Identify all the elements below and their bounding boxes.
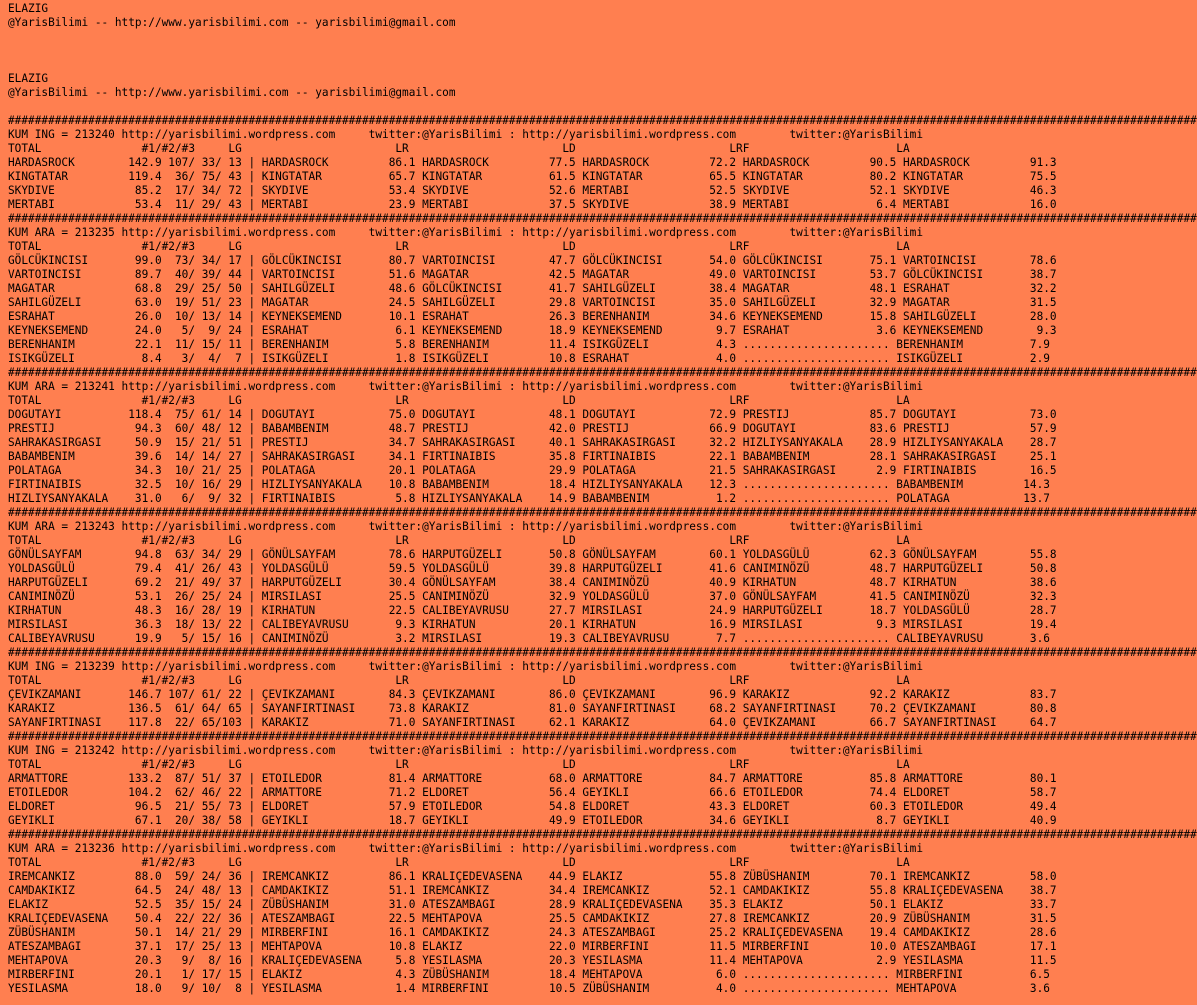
horse-row: KIRHATUN 48.3 16/ 28/ 19 | KIRHATUN 22.5 CALIBEYAVRUSU 27.7 MIRSILASI 24.9 HARPUTGÜZELI 18.7 YOLDASGÜLÜ 28.7 bbox=[8, 604, 1057, 617]
horse-row: MIRBERFINI 20.1 1/ 17/ 15 | ELAKIZ 4.3 ZÜBÜSHANIM 18.4 MEHTAPOVA 6.0 ...................... MIRBERFINI 6.5 bbox=[8, 968, 1050, 981]
horse-row: HIZLIYSANYAKALA 31.0 6/ 9/ 32 | FIRTINAIBIS 5.8 HIZLIYSANYAKALA 14.9 BABAMBENIM 1.2 ...................... POLATAGA 13.7 bbox=[8, 492, 1050, 505]
horse-row: KARAKIZ 136.5 61/ 64/ 65 | SAYANFIRTINASI 73.8 KARAKIZ 81.0 SAYANFIRTINASI 68.2 SAYANFIRTINASI 70.2 ÇEVIKZAMANI 80.8 bbox=[8, 702, 1057, 715]
horse-row: IREMCANKIZ 88.0 59/ 24/ 36 | IREMCANKIZ 86.1 KRALIÇEDEVASENA 44.9 ELAKIZ 55.8 ZÜBÜSHANIM 70.1 IREMCANKIZ 58.0 bbox=[8, 870, 1057, 883]
horse-row: ISIKGÜZELI 8.4 3/ 4/ 7 | ISIKGÜZELI 1.8 ISIKGÜZELI 10.8 ESRAHAT 4.0 ...................... ISIKGÜZELI 2.9 bbox=[8, 352, 1050, 365]
horse-row: KRALIÇEDEVASENA 50.4 22/ 22/ 36 | ATESZAMBAGI 22.5 MEHTAPOVA 25.5 CAMDAKIKIZ 27.8 IREMCANKIZ 20.9 ZÜBÜSHANIM 31.5 bbox=[8, 912, 1057, 925]
column-header: TOTAL #1/#2/#3 LG LR LD LRF LA bbox=[8, 394, 910, 407]
race-header: KUM ING = 213240 http://yarisbilimi.wordpress.com twitter:@YarisBilimi : http://yarisbilimi.wordpress.com twitter:@YarisBilimi bbox=[8, 128, 924, 141]
horse-row: BERENHANIM 22.1 11/ 15/ 11 | BERENHANIM 5.8 BERENHANIM 11.4 ISIKGÜZELI 4.3 ...................... BERENHANIM 7.9 bbox=[8, 338, 1050, 351]
horse-row: ETOILEDOR 104.2 62/ 46/ 22 | ARMATTORE 71.2 ELDORET 56.4 GEYIKLI 66.6 ETOILEDOR 74.4 ELDORET 58.7 bbox=[8, 786, 1057, 799]
horse-row: CAMDAKIKIZ 64.5 24/ 48/ 13 | CAMDAKIKIZ 51.1 IREMCANKIZ 34.4 IREMCANKIZ 52.1 CAMDAKIKIZ 55.8 KRALIÇEDEVASENA 38.7 bbox=[8, 884, 1057, 897]
text-line: @YarisBilimi -- http://www.yarisbilimi.com -- yarisbilimi@gmail.com bbox=[8, 86, 456, 99]
race-header: KUM ARA = 213236 http://yarisbilimi.wordpress.com twitter:@YarisBilimi : http://yarisbilimi.wordpress.com twitter:@YarisBilimi bbox=[8, 842, 924, 855]
column-header: TOTAL #1/#2/#3 LG LR LD LRF LA bbox=[8, 674, 910, 687]
section-separator: ################################################################################################################################################################################## bbox=[8, 828, 1197, 841]
race-header: KUM ING = 213242 http://yarisbilimi.wordpress.com twitter:@YarisBilimi : http://yarisbilimi.wordpress.com twitter:@YarisBilimi bbox=[8, 744, 924, 757]
horse-row: SKYDIVE 85.2 17/ 34/ 72 | SKYDIVE 53.4 SKYDIVE 52.6 MERTABI 52.5 SKYDIVE 52.1 SKYDIVE 46.3 bbox=[8, 184, 1057, 197]
horse-row: DOGUTAYI 118.4 75/ 61/ 14 | DOGUTAYI 75.0 DOGUTAYI 48.1 DOGUTAYI 72.9 PRESTIJ 85.7 DOGUTAYI 73.0 bbox=[8, 408, 1057, 421]
horse-row: ELDORET 96.5 21/ 55/ 73 | ELDORET 57.9 ETOILEDOR 54.8 ELDORET 43.3 ELDORET 60.3 ETOILEDOR 49.4 bbox=[8, 800, 1057, 813]
section-separator: ################################################################################################################################################################################## bbox=[8, 506, 1197, 519]
horse-row: GEYIKLI 67.1 20/ 38/ 58 | GEYIKLI 18.7 GEYIKLI 49.9 ETOILEDOR 34.6 GEYIKLI 8.7 GEYIKLI 40.9 bbox=[8, 814, 1057, 827]
horse-row: ELAKIZ 52.5 35/ 15/ 24 | ZÜBÜSHANIM 31.0 ATESZAMBAGI 28.9 KRALIÇEDEVASENA 35.3 ELAKIZ 50.1 ELAKIZ 33.7 bbox=[8, 898, 1057, 911]
section-separator: ################################################################################################################################################################################## bbox=[8, 212, 1197, 225]
horse-row: SAHRAKASIRGASI 50.9 15/ 21/ 51 | PRESTIJ 34.7 SAHRAKASIRGASI 40.1 SAHRAKASIRGASI 32.2 HIZLIYSANYAKALA 28.9 HIZLIYSANYAKALA 28.7 bbox=[8, 436, 1057, 449]
horse-row: SAYANFIRTINASI 117.8 22/ 65/103 | KARAKIZ 71.0 SAYANFIRTINASI 62.1 KARAKIZ 64.0 ÇEVIKZAMANI 66.7 SAYANFIRTINASI 64.7 bbox=[8, 716, 1057, 729]
horse-row: HARDASROCK 142.9 107/ 33/ 13 | HARDASROCK 86.1 HARDASROCK 77.5 HARDASROCK 72.2 HARDASROCK 90.5 HARDASROCK 91.3 bbox=[8, 156, 1057, 169]
section-separator: ################################################################################################################################################################################## bbox=[8, 646, 1197, 659]
column-header: TOTAL #1/#2/#3 LG LR LD LRF LA bbox=[8, 758, 910, 771]
horse-row: POLATAGA 34.3 10/ 21/ 25 | POLATAGA 20.1 POLATAGA 29.9 POLATAGA 21.5 SAHRAKASIRGASI 2.9 FIRTINAIBIS 16.5 bbox=[8, 464, 1057, 477]
race-header: KUM ING = 213239 http://yarisbilimi.wordpress.com twitter:@YarisBilimi : http://yarisbilimi.wordpress.com twitter:@YarisBilimi bbox=[8, 660, 924, 673]
horse-row: ARMATTORE 133.2 87/ 51/ 37 | ETOILEDOR 81.4 ARMATTORE 68.0 ARMATTORE 84.7 ARMATTORE 85.8 ARMATTORE 80.1 bbox=[8, 772, 1057, 785]
race-header: KUM ARA = 213243 http://yarisbilimi.wordpress.com twitter:@YarisBilimi : http://yarisbilimi.wordpress.com twitter:@YarisBilimi bbox=[8, 520, 924, 533]
text-line: ELAZIG bbox=[8, 72, 49, 85]
horse-row: ATESZAMBAGI 37.1 17/ 25/ 13 | MEHTAPOVA 10.8 ELAKIZ 22.0 MIRBERFINI 11.5 MIRBERFINI 10.0 ATESZAMBAGI 17.1 bbox=[8, 940, 1057, 953]
horse-row: HARPUTGÜZELI 69.2 21/ 49/ 37 | HARPUTGÜZELI 30.4 GÖNÜLSAYFAM 38.4 CANIMINÖZÜ 40.9 KIRHATUN 48.7 KIRHATUN 38.6 bbox=[8, 576, 1057, 589]
horse-row: MEHTAPOVA 20.3 9/ 8/ 16 | KRALIÇEDEVASENA 5.8 YESILASMA 20.3 YESILASMA 11.4 MEHTAPOVA 2.9 YESILASMA 11.5 bbox=[8, 954, 1057, 967]
horse-row: GÖLCÜKINCISI 99.0 73/ 34/ 17 | GÖLCÜKINCISI 80.7 VARTOINCISI 47.7 GÖLCÜKINCISI 54.0 GÖLCÜKINCISI 75.1 VARTOINCISI 78.6 bbox=[8, 254, 1057, 267]
text-line: ELAZIG bbox=[8, 2, 49, 15]
race-header: KUM ARA = 213235 http://yarisbilimi.wordpress.com twitter:@YarisBilimi : http://yarisbilimi.wordpress.com twitter:@YarisBilimi bbox=[8, 226, 924, 239]
horse-row: VARTOINCISI 89.7 40/ 39/ 44 | VARTOINCISI 51.6 MAGATAR 42.5 MAGATAR 49.0 VARTOINCISI 53.7 GÖLCÜKINCISI 38.7 bbox=[8, 268, 1057, 281]
horse-row: YOLDASGÜLÜ 79.4 41/ 26/ 43 | YOLDASGÜLÜ 59.5 YOLDASGÜLÜ 39.8 HARPUTGÜZELI 41.6 CANIMINÖZÜ 48.7 HARPUTGÜZELI 50.8 bbox=[8, 562, 1057, 575]
column-header: TOTAL #1/#2/#3 LG LR LD LRF LA bbox=[8, 142, 910, 155]
horse-row: ÇEVIKZAMANI 146.7 107/ 61/ 22 | ÇEVIKZAMANI 84.3 ÇEVIKZAMANI 86.0 ÇEVIKZAMANI 96.9 KARAKIZ 92.2 KARAKIZ 83.7 bbox=[8, 688, 1057, 701]
blank-line bbox=[8, 44, 1073, 58]
horse-row: GÖNÜLSAYFAM 94.8 63/ 34/ 29 | GÖNÜLSAYFAM 78.6 HARPUTGÜZELI 50.8 GÖNÜLSAYFAM 60.1 YOLDASGÜLÜ 62.3 GÖNÜLSAYFAM 55.8 bbox=[8, 548, 1057, 561]
text-line: @YarisBilimi -- http://www.yarisbilimi.com -- yarisbilimi@gmail.com bbox=[8, 16, 456, 29]
horse-row: MAGATAR 68.8 29/ 25/ 50 | SAHILGÜZELI 48.6 GÖLCÜKINCISI 41.7 SAHILGÜZELI 38.4 MAGATAR 48.1 ESRAHAT 32.2 bbox=[8, 282, 1057, 295]
column-header: TOTAL #1/#2/#3 LG LR LD LRF LA bbox=[8, 240, 910, 253]
horse-row: ZÜBÜSHANIM 50.1 14/ 21/ 29 | MIRBERFINI 16.1 CAMDAKIKIZ 24.3 ATESZAMBAGI 25.2 KRALIÇEDEVASENA 19.4 CAMDAKIKIZ 28.6 bbox=[8, 926, 1057, 939]
section-separator: ################################################################################################################################################################################## bbox=[8, 114, 1197, 127]
section-separator: ################################################################################################################################################################################## bbox=[8, 730, 1197, 743]
horse-row: KEYNEKSEMEND 24.0 5/ 9/ 24 | ESRAHAT 6.1 KEYNEKSEMEND 18.9 KEYNEKSEMEND 9.7 ESRAHAT 3.6 KEYNEKSEMEND 9.3 bbox=[8, 324, 1057, 337]
column-header: TOTAL #1/#2/#3 LG LR LD LRF LA bbox=[8, 856, 910, 869]
horse-row: YESILASMA 18.0 9/ 10/ 8 | YESILASMA 1.4 MIRBERFINI 10.5 ZÜBÜSHANIM 4.0 ...................... MEHTAPOVA 3.6 bbox=[8, 982, 1050, 995]
horse-row: ESRAHAT 26.0 10/ 13/ 14 | KEYNEKSEMEND 10.1 ESRAHAT 26.3 BERENHANIM 34.6 KEYNEKSEMEND 15.8 SAHILGÜZELI 28.0 bbox=[8, 310, 1057, 323]
horse-row: SAHILGÜZELI 63.0 19/ 51/ 23 | MAGATAR 24.5 SAHILGÜZELI 29.8 VARTOINCISI 35.0 SAHILGÜZELI 32.9 MAGATAR 31.5 bbox=[8, 296, 1057, 309]
horse-row: FIRTINAIBIS 32.5 10/ 16/ 29 | HIZLIYSANYAKALA 10.8 BABAMBENIM 18.4 HIZLIYSANYAKALA 12.3 ...................... BABAMBENIM 14.3 bbox=[8, 478, 1050, 491]
blank-line bbox=[8, 30, 1073, 44]
horse-row: KINGTATAR 119.4 36/ 75/ 43 | KINGTATAR 65.7 KINGTATAR 61.5 KINGTATAR 65.5 KINGTATAR 80.2 KINGTATAR 75.5 bbox=[8, 170, 1057, 183]
horse-row: CANIMINÖZÜ 53.1 26/ 25/ 24 | MIRSILASI 25.5 CANIMINÖZÜ 32.9 YOLDASGÜLÜ 37.0 GÖNÜLSAYFAM 41.5 CANIMINÖZÜ 32.3 bbox=[8, 590, 1057, 603]
horse-row: PRESTIJ 94.3 60/ 48/ 12 | BABAMBENIM 48.7 PRESTIJ 42.0 PRESTIJ 66.9 DOGUTAYI 83.6 PRESTIJ 57.9 bbox=[8, 422, 1057, 435]
section-separator: ################################################################################################################################################################################## bbox=[8, 366, 1197, 379]
blank-line bbox=[8, 58, 1073, 72]
race-header: KUM ARA = 213241 http://yarisbilimi.wordpress.com twitter:@YarisBilimi : http://yarisbilimi.wordpress.com twitter:@YarisBilimi bbox=[8, 380, 924, 393]
horse-row: MERTABI 53.4 11/ 29/ 43 | MERTABI 23.9 MERTABI 37.5 SKYDIVE 38.9 MERTABI 6.4 MERTABI 16.0 bbox=[8, 198, 1057, 211]
horse-row: BABAMBENIM 39.6 14/ 14/ 27 | SAHRAKASIRGASI 34.1 FIRTINAIBIS 35.8 FIRTINAIBIS 22.1 BABAMBENIM 28.1 SAHRAKASIRGASI 25.1 bbox=[8, 450, 1057, 463]
blank-line bbox=[8, 100, 1073, 114]
column-header: TOTAL #1/#2/#3 LG LR LD LRF LA bbox=[8, 534, 910, 547]
horse-row: MIRSILASI 36.3 18/ 13/ 22 | CALIBEYAVRUSU 9.3 KIRHATUN 20.1 KIRHATUN 16.9 MIRSILASI 9.3 MIRSILASI 19.4 bbox=[8, 618, 1057, 631]
horse-row: CALIBEYAVRUSU 19.9 5/ 15/ 16 | CANIMINÖZÜ 3.2 MIRSILASI 19.3 CALIBEYAVRUSU 7.7 ...................... CALIBEYAVRUSU 3.6 bbox=[8, 632, 1050, 645]
